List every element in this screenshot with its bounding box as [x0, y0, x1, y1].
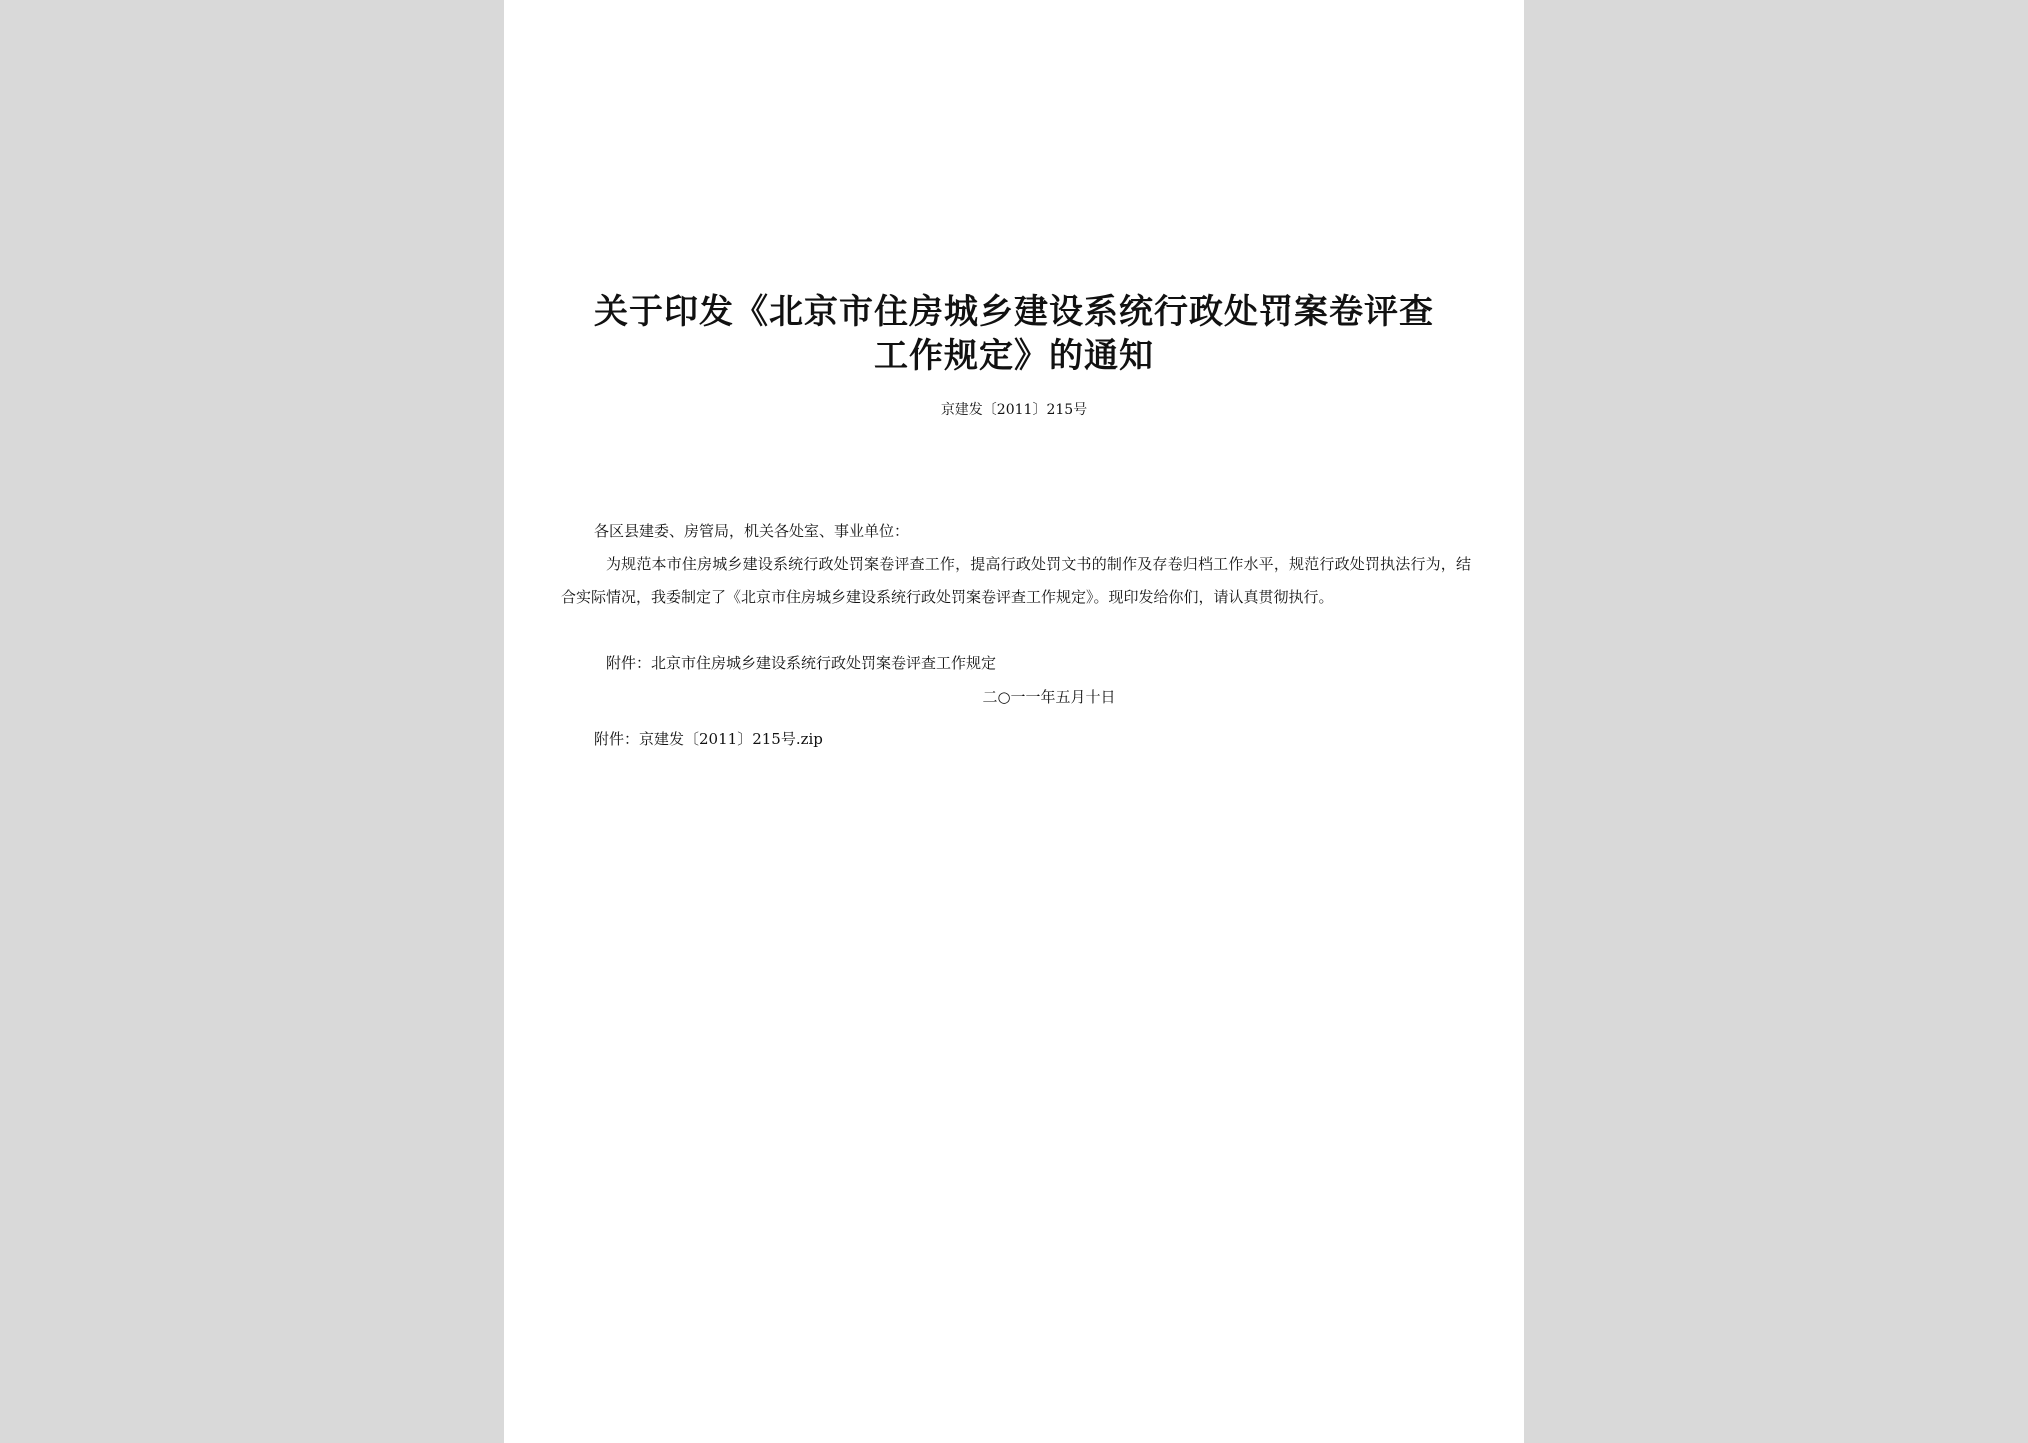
attachment-note: 附件：北京市住房城乡建设系统行政处罚案卷评查工作规定 — [606, 654, 997, 672]
title-line-1: 关于印发《北京市住房城乡建设系统行政处罚案卷评查 — [594, 292, 1434, 332]
attachment-file-link[interactable]: 京建发〔2011〕215号.zip — [639, 730, 823, 748]
document-number: 京建发〔2011〕215号 — [940, 402, 1088, 418]
document-page — [504, 0, 1524, 1443]
document-title — [544, 290, 1484, 378]
attachment-file-row — [594, 724, 823, 754]
title-line-2: 工作规定》的通知 — [874, 336, 1154, 376]
body-paragraph: 为规范本市住房城乡建设系统行政处罚案卷评查工作，提高行政处罚文书的制作及存卷归档工作水平，规范行政处罚执法行为，结合实际情况，我委制定了《北京市住房城乡建设系统行政处罚案卷评查工作规定》。现印发给你们，请认真贯彻执行。 — [561, 555, 1471, 606]
salutation: 各区县建委、房管局，机关各处室、事业单位： — [594, 522, 910, 540]
issue-date: 二○一一年五月十日 — [982, 688, 1116, 706]
attachment-file-label: 附件： — [594, 730, 640, 748]
